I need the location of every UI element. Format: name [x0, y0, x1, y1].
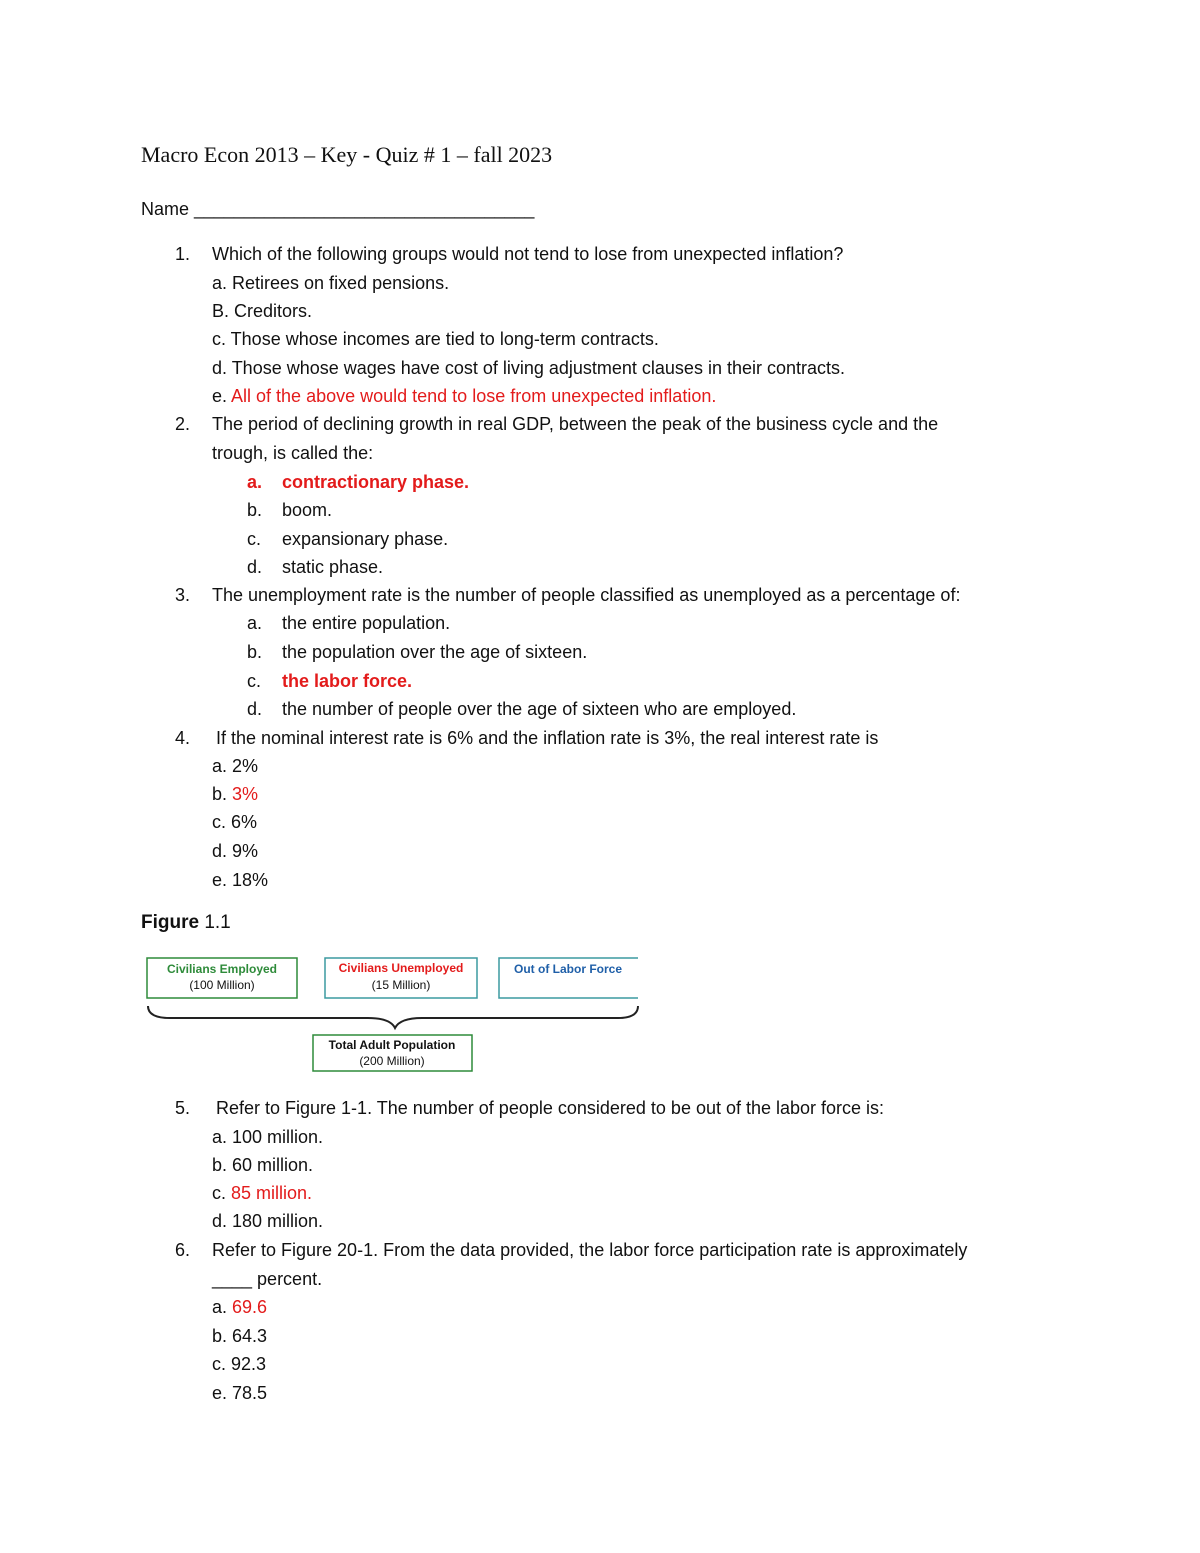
answer-option: the entire population. [282, 613, 451, 633]
answer-option: d. Those whose wages have cost of living adjustment clauses in their contracts. [212, 358, 845, 378]
question-text: Refer to Figure 20-1. From the data provided, the labor force participation rate is approximately [212, 1240, 968, 1260]
option-prefix: a. [212, 756, 233, 776]
question-number: 2. [175, 414, 191, 434]
question-text: If the nominal interest rate is 6% and the inflation rate is 3%, the real interest rate is [216, 728, 879, 748]
question-number: 6. [175, 1240, 191, 1260]
employed-value: (100 Million) [189, 978, 255, 992]
answer-option: expansionary phase. [282, 529, 449, 549]
answer-option [212, 1126, 323, 1148]
answer-option [212, 1210, 323, 1232]
option-text: 6% [231, 812, 258, 832]
correct-answer-text: contractionary phase. [282, 472, 470, 492]
question-number: 5. [175, 1098, 191, 1118]
option-text: 92.3 [231, 1354, 267, 1374]
option-letter: b. [247, 642, 263, 662]
option-prefix: e. [212, 870, 233, 890]
correct-answer-text: 3% [232, 784, 259, 804]
answer-option-correct [212, 1296, 267, 1318]
correct-answer-text: 85 million. [231, 1183, 313, 1203]
option-prefix: b. [212, 1155, 233, 1175]
answer-option [212, 869, 268, 891]
labor-force-diagram [140, 950, 650, 1080]
unemployed-label: Civilians Unemployed [338, 961, 464, 975]
option-text: 180 million. [232, 1211, 324, 1231]
correct-answer-text: 69.6 [232, 1297, 268, 1317]
answer-option: boom. [282, 500, 333, 520]
answer-option [212, 1382, 267, 1404]
option-text: 60 million. [232, 1155, 314, 1175]
answer-option-correct [212, 783, 258, 805]
question-number: 1. [175, 244, 191, 264]
question-text: Which of the following groups would not tend to lose from unexpected inflation? [212, 244, 844, 264]
option-text: 78.5 [232, 1383, 268, 1403]
answer-option [212, 1353, 266, 1375]
answer-option: the number of people over the age of sixteen who are employed. [282, 699, 797, 719]
answer-option: c. Those whose incomes are tied to long-term contracts. [212, 329, 659, 349]
option-prefix: b. [212, 784, 233, 804]
option-letter: c. [247, 671, 262, 691]
question-text: The unemployment rate is the number of people classified as unemployed as a percentage of: [212, 585, 961, 605]
question-text: ____ percent. [212, 1269, 323, 1289]
name-field: Name __________________________________ [141, 199, 535, 219]
unemployed-value: (15 Million) [371, 978, 431, 992]
option-prefix: d. [212, 841, 233, 861]
answer-option [212, 840, 258, 862]
option-text: 64.3 [232, 1326, 268, 1346]
correct-answer-text: the labor force. [282, 671, 413, 691]
option-letter: a. [247, 613, 263, 633]
answer-option [212, 1154, 313, 1176]
option-prefix: c. [212, 812, 232, 832]
option-text: 100 million. [232, 1127, 324, 1147]
option-prefix: a. [212, 1127, 233, 1147]
option-prefix: d. [212, 1211, 233, 1231]
answer-option [212, 1325, 267, 1347]
figure-title [141, 912, 231, 934]
option-prefix: b. [212, 1326, 233, 1346]
question-number: 4. [175, 728, 191, 748]
figure-title-word: Figure [141, 912, 200, 933]
option-text: 2% [232, 756, 259, 776]
out-of-labor-force-label: Out of Labor Force [514, 962, 622, 976]
option-letter: d. [247, 557, 263, 577]
option-prefix: c. [212, 1354, 232, 1374]
option-prefix: e. [212, 1383, 233, 1403]
grouping-brace [148, 1006, 638, 1028]
question-number: 3. [175, 585, 191, 605]
option-letter: b. [247, 500, 263, 520]
answer-option-correct [212, 385, 716, 407]
option-prefix: e. [212, 386, 232, 406]
question-text: trough, is called the: [212, 443, 374, 463]
option-text: 18% [232, 870, 269, 890]
answer-option-correct [212, 1182, 312, 1204]
figure-title-number: 1.1 [199, 912, 231, 933]
correct-answer-text: All of the above would tend to lose from unexpected inflation. [231, 386, 717, 406]
answer-option [212, 755, 258, 777]
answer-option [212, 811, 257, 833]
question-text: Refer to Figure 1-1. The number of people considered to be out of the labor force is: [216, 1098, 885, 1118]
option-letter: a. [247, 472, 263, 492]
answer-option: B. Creditors. [212, 301, 313, 321]
option-prefix: a. [212, 1297, 233, 1317]
page-title: Macro Econ 2013 – Key - Quiz # 1 – fall 2023 [141, 142, 553, 167]
answer-option: the population over the age of sixteen. [282, 642, 588, 662]
option-letter: d. [247, 699, 263, 719]
option-text: 9% [232, 841, 259, 861]
answer-option: static phase. [282, 557, 384, 577]
question-text: The period of declining growth in real GDP, between the peak of the business cycle and the [212, 414, 939, 434]
answer-option: a. Retirees on fixed pensions. [212, 273, 450, 293]
option-prefix: c. [212, 1183, 232, 1203]
employed-label: Civilians Employed [166, 962, 278, 976]
total-population-label: Total Adult Population [328, 1038, 456, 1052]
total-population-value: (200 Million) [359, 1054, 425, 1068]
option-letter: c. [247, 529, 262, 549]
